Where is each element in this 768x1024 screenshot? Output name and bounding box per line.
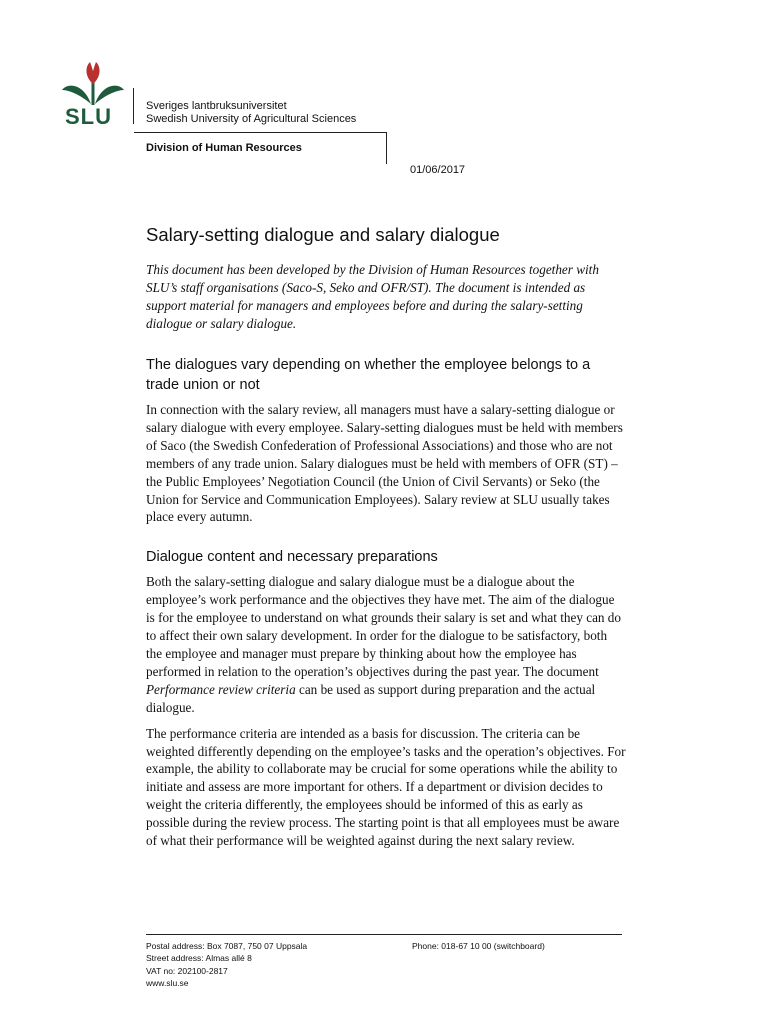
- section-heading: Dialogue content and necessary preparations: [146, 549, 438, 566]
- logo-text: SLU: [65, 104, 112, 129]
- paragraph-text: Both the salary-setting dialogue and salary dialogue must be a dialogue about the employee’s work performance and the objectives they have met. The aim of the dialogue is for the employee to understand on what grounds their salary is set and what they can do to affect their own salary development. In order for the dialogue to be satisfactory, both the employee and manager must prepare by thinking about how the employee has performed in relation to the operation’s objectives during the past year. The document: [146, 574, 621, 679]
- phone-number: Phone: 018-67 10 00 (switchboard): [412, 941, 545, 951]
- paragraph-text: can be used as support during preparation and the actual dialogue.: [146, 681, 596, 715]
- section-heading: The dialogues vary depending on whether the employee belongs to a trade union or not: [146, 357, 591, 393]
- division-label: Division of Human Resources: [146, 142, 302, 154]
- intro-paragraph: This document has been developed by the Division of Human Resources together with SLU’s staff organisations (Saco-S, Seko and OFR/ST). The document is intended as support material for managers and employees before and during the salary-setting dialogue or salary dialogue.: [146, 262, 599, 331]
- university-name: [146, 100, 356, 126]
- footer-divider: [146, 934, 622, 935]
- document-reference: Performance review criteria: [146, 681, 296, 697]
- university-name-sv: Sveriges lantbruksuniversitet: [146, 100, 287, 112]
- footer-address: [146, 940, 307, 989]
- section-paragraph: The performance criteria are intended as a basis for discussion. The criteria can be weighted differently depending on the employee’s tasks and the operation’s objectives. For example, the ability to collaborate may be crucial for some operations while the ability to initiate and assess are more important for others. If a department or division decides to weight the criteria differently, the employees should be informed of this as early as possible during the review process. The starting point is that all employees must be aware of what their performance will be weighted against during the next salary review.: [146, 725, 626, 849]
- footer-contact: [412, 940, 545, 952]
- website: www.slu.se: [146, 977, 189, 988]
- header-divider: [133, 88, 134, 124]
- vat-number: VAT no: 202100-2817: [146, 965, 228, 976]
- section-paragraph: In connection with the salary review, all managers must have a salary-setting dialogue or salary dialogue with every employee. Salary-setting dialogues must be held with members of Saco (the Swedish Confederation of Professional Associations) and those who are not members of any trade union. Salary dialogues must be held with members of OFR (ST) – the Public Employees’ Negotiation Council (the Union of Civil Servants) or Seko (the Union for Service and Communication Employees). Salary review at SLU usually takes place every autumn.: [146, 402, 623, 525]
- document-body: [146, 261, 626, 858]
- page-title: Salary-setting dialogue and salary dialogue: [146, 224, 500, 245]
- street-address: Street address: Almas allé 8: [146, 953, 252, 964]
- postal-address: Postal address: Box 7087, 750 07 Uppsala: [146, 941, 308, 951]
- university-name-en: Swedish University of Agricultural Sciences: [146, 113, 357, 125]
- section-paragraph: [146, 573, 626, 716]
- document-date: 01/06/2017: [410, 164, 466, 176]
